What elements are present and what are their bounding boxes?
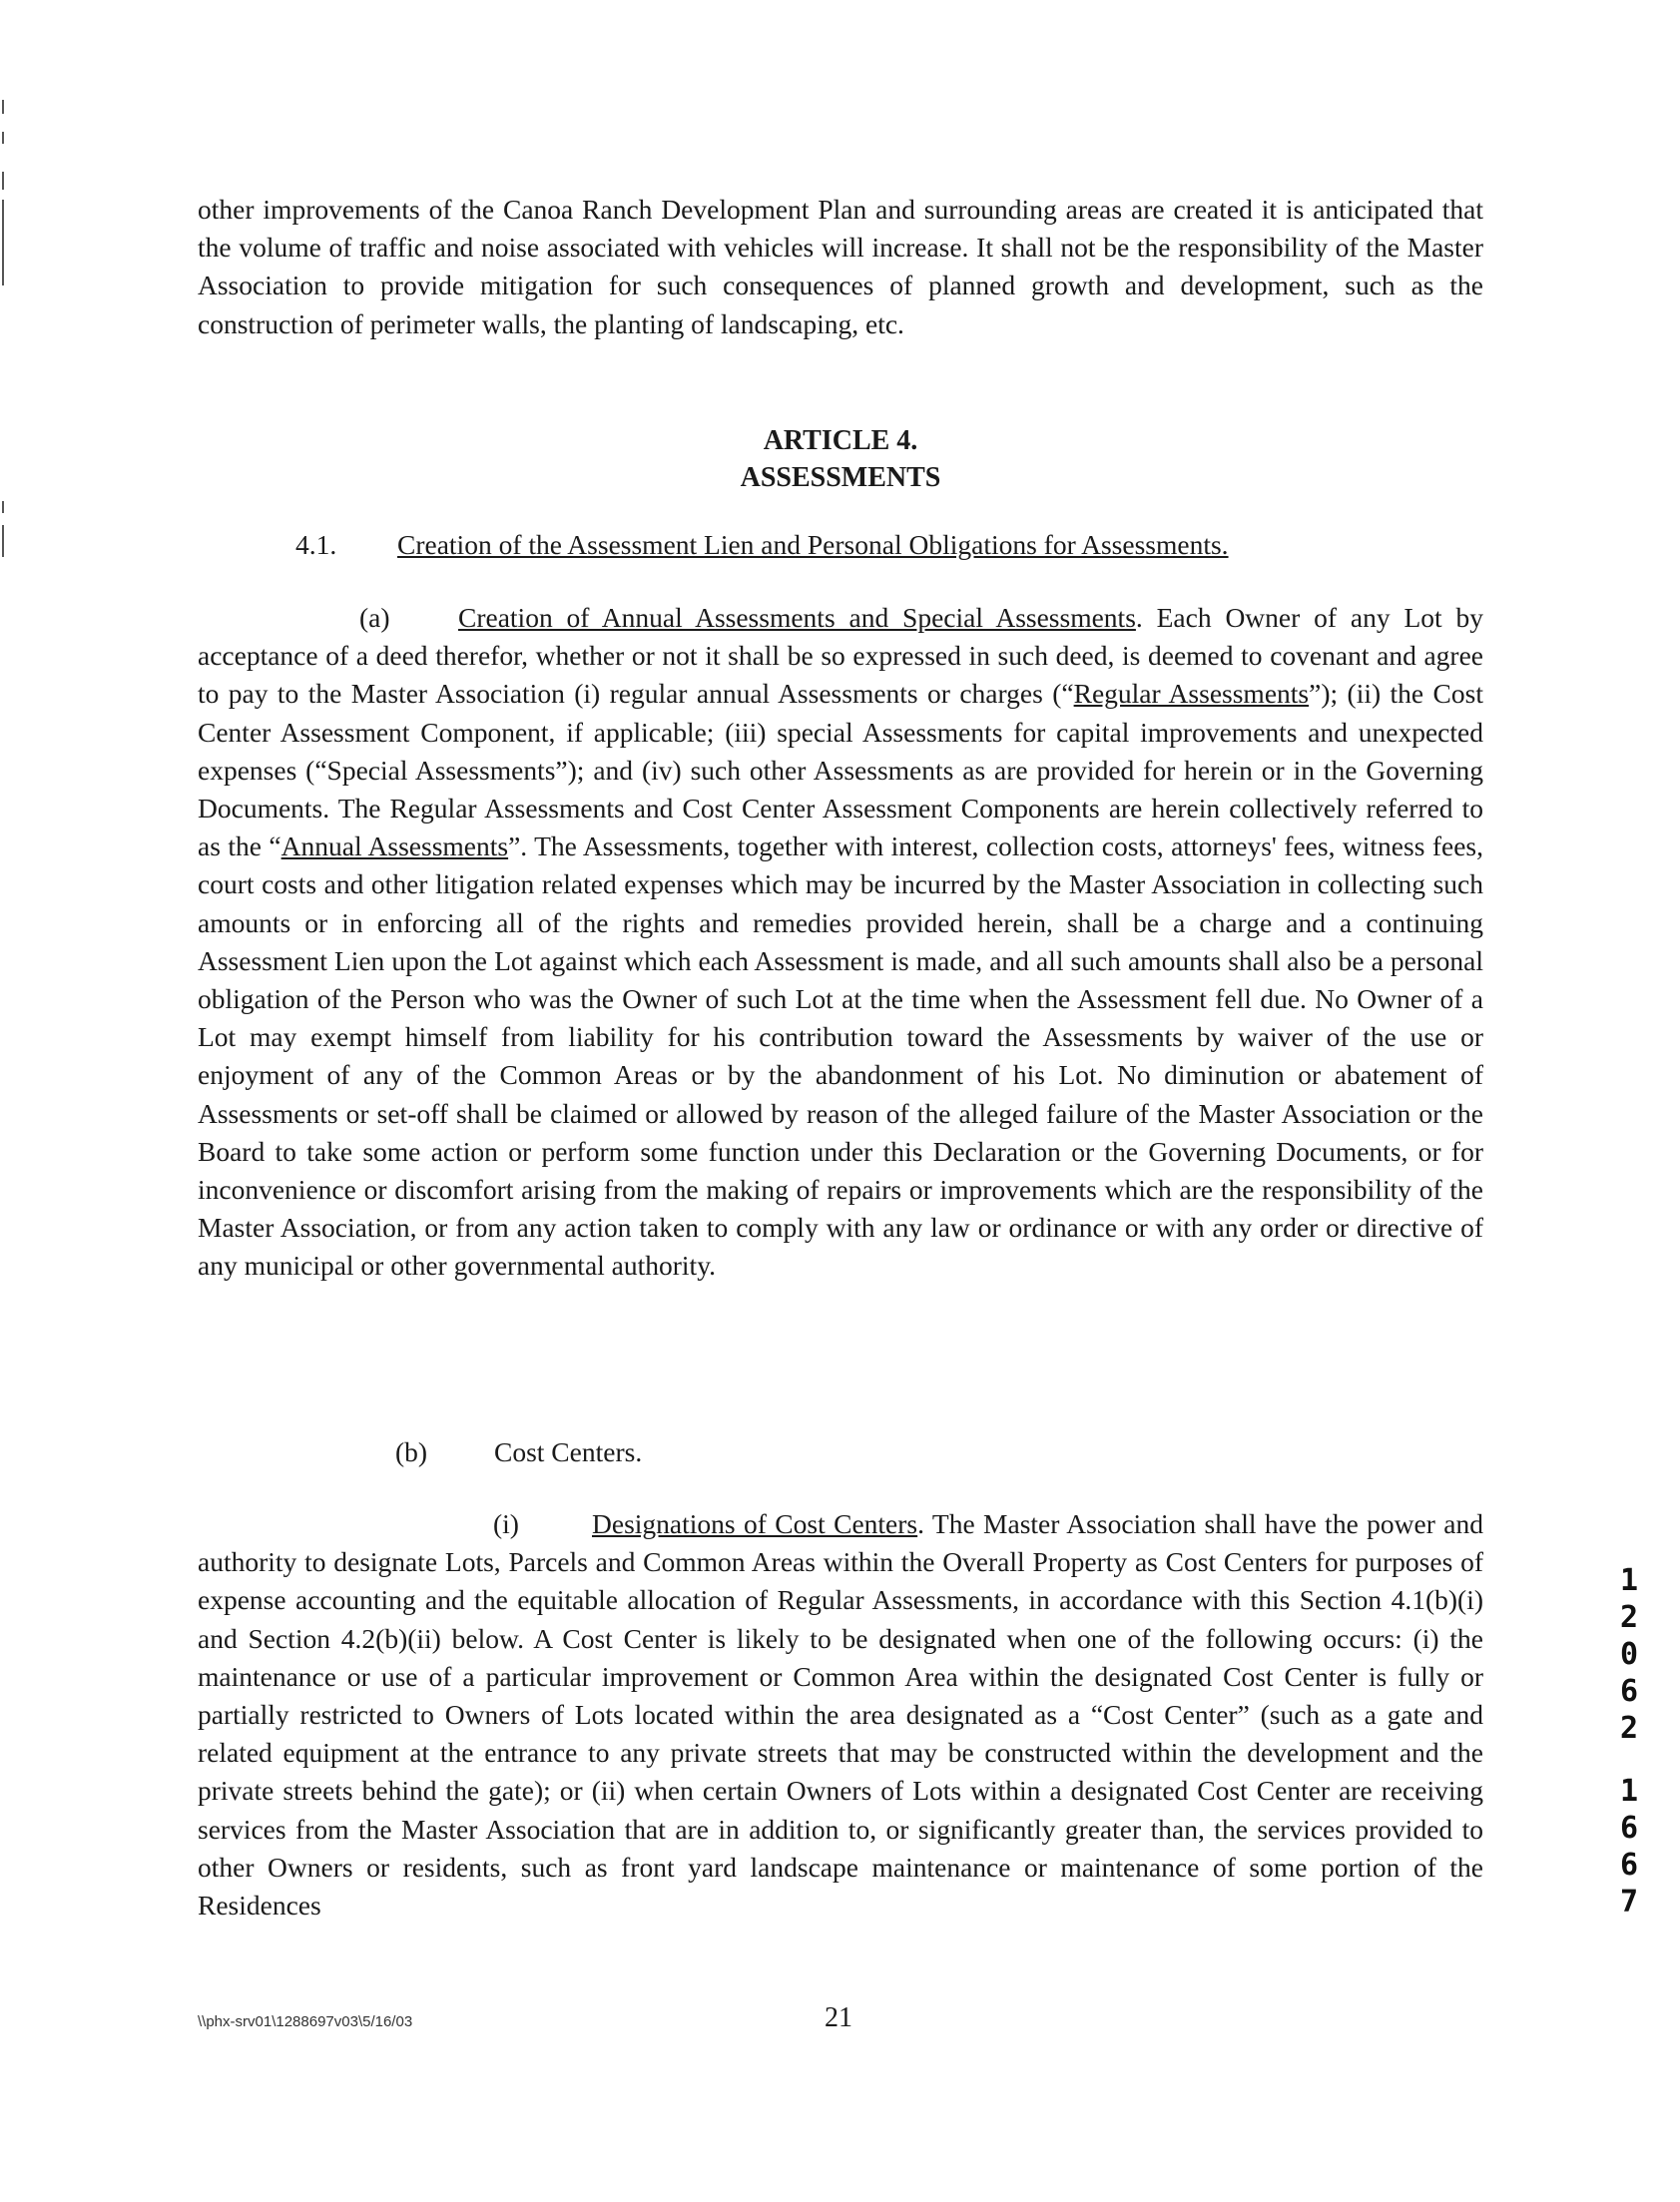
paragraph-a-text-2: ”); (ii) the Cost Center Assessment Component, if applicable; (iii) special Assessments for capital improvements and unexpected expenses (“Special Assessments”); and (iv) such other Assessments as are provided for herein or in the Governing Documents. The Regular Assessments and Cost Center Assessment Components are herein collectively referred to as the “ bbox=[198, 678, 1483, 862]
margin-recording-stamp bbox=[1611, 1562, 1647, 1921]
stamp-digit: 7 bbox=[1619, 1885, 1639, 1920]
paragraph-a-title: Creation of Annual Assessments and Special Assessments bbox=[458, 602, 1136, 633]
paragraph-b-i bbox=[198, 1505, 1483, 1925]
section-number: 4.1. bbox=[295, 529, 337, 560]
footer-file-path: \\phx-srv01\1288697v03\5/16/03 bbox=[198, 2013, 413, 2030]
stamp-digit: 6 bbox=[1619, 1674, 1639, 1709]
scan-edge-mark bbox=[2, 132, 4, 144]
intro-paragraph: other improvements of the Canoa Ranch Development Plan and surrounding areas are created it is anticipated that the volume of traffic and noise associated with vehicles will increase. It shall not be the responsibility of the Master Association to provide mitigation for such consequences of planned growth and development, such as the construction of perimeter walls, the planting of landscaping, etc. bbox=[198, 194, 1483, 339]
paragraph-b-i-label: (i) bbox=[493, 1508, 519, 1539]
paragraph-a-text-1: . Each Owner of any Lot by acceptance of a deed therefor, whether or not it shall be so expressed in such deed, is deemed to covenant and agree to pay to the Master Association (i) regular annual Assessments or charges (“ bbox=[198, 602, 1483, 710]
paragraph-a-label: (a) bbox=[359, 602, 390, 633]
scan-edge-mark bbox=[2, 100, 4, 114]
stamp-group-2 bbox=[1611, 1773, 1647, 1921]
stamp-digit: 2 bbox=[1619, 1600, 1639, 1635]
scan-edge-mark bbox=[2, 172, 4, 190]
paragraph-a bbox=[198, 599, 1483, 1286]
paragraph-b-title: Cost Centers. bbox=[494, 1436, 643, 1467]
stamp-group-1 bbox=[1611, 1562, 1647, 1747]
paragraph-a-text-3: ”. The Assessments, together with interest, collection costs, attorneys' fees, witness fees, court costs and other litigation related expenses which may be incurred by the Master Association in collecting such amounts or in enforcing all of the rights and remedies provided herein, shall be a charge and a continuing Assessment Lien upon the Lot against which each Assessment is made, and all such amounts shall also be a personal obligation of the Person who was the Owner of such Lot at the time when the Assessment fell due. No Owner of a Lot may exempt himself from liability for his contribution toward the Assessments by waiver of the use or enjoyment of any of the Common Areas or by the abandonment of his Lot. No diminution or abatement of Assessments or set-off shall be claimed or allowed by reason of the alleged failure of the Master Association or the Board to take some action or perform some function under this Declaration or the Governing Documents, or for inconvenience or discomfort arising from the making of repairs or improvements which are the responsibility of the Master Association, or from any action taken to comply with any law or ordinance or with any order or directive of any municipal or other governmental authority. bbox=[198, 830, 1484, 1282]
scan-edge-mark bbox=[2, 200, 4, 285]
paragraph-b-label: (b) bbox=[395, 1436, 428, 1467]
paragraph-b-heading bbox=[395, 1433, 642, 1471]
stamp-digit: 1 bbox=[1619, 1774, 1639, 1809]
stamp-digit: 6 bbox=[1619, 1811, 1639, 1846]
article-number: ARTICLE 4. bbox=[763, 425, 918, 456]
paragraph-b-i-text: . The Master Association shall have the power and authority to designate Lots, Parcels and Common Areas within the Overall Property as Cost Centers for purposes of expense accounting and the equitable allocation of Regular Assessments, in accordance with this Section 4.1(b)(i) and Section 4.2(b)(ii) below. A Cost Center is likely to be designated when one of the following occurs: (i) the maintenance or use of a particular improvement or Common Area within the designated Cost Center is fully or partially restricted to Owners of Lots located within the area designated as a “Cost Center” (such as a gate and related equipment at the entrance to any private streets that may be constructed within the development and the private streets behind the gate); or (ii) when certain Owners of Lots within a designated Cost Center are receiving services from the Master Association that are in addition to, or significantly greater than, the services provided to other Owners or residents, such as front yard landscape maintenance or maintenance of some portion of the Residences bbox=[198, 1508, 1483, 1922]
scan-edge-mark bbox=[2, 501, 4, 513]
stamp-digit: 6 bbox=[1619, 1848, 1639, 1883]
article-title: ASSESSMENTS bbox=[740, 462, 941, 493]
term-annual-assessments: Annual Assessments bbox=[280, 830, 509, 862]
stamp-digit: 2 bbox=[1619, 1711, 1639, 1746]
section-4-1-heading bbox=[295, 526, 1229, 564]
article-heading bbox=[198, 422, 1483, 496]
scan-edge-mark bbox=[2, 525, 4, 557]
term-regular-assessments: Regular Assessments bbox=[1073, 678, 1310, 710]
page-number: 21 bbox=[825, 2002, 852, 2033]
paragraph-b-i-title: Designations of Cost Centers bbox=[592, 1508, 918, 1539]
section-title: Creation of the Assessment Lien and Personal Obligations for Assessments. bbox=[397, 529, 1229, 560]
stamp-digit: 0 bbox=[1619, 1637, 1639, 1672]
stamp-digit: 1 bbox=[1619, 1563, 1639, 1598]
